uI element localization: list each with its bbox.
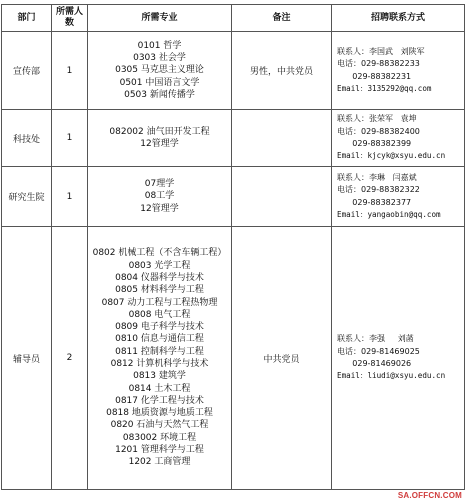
major-item: 0305 马克思主义理论 [115, 65, 204, 76]
contact-phone: 电话：029-88382233 [337, 59, 420, 69]
contact-email: Email：kjcyk@xsyu.edu.cn [337, 151, 446, 161]
recruitment-table [1, 4, 465, 490]
count-cell: 1 [52, 167, 88, 227]
major-cell [88, 227, 232, 490]
contact-email: Email：3135292@qq.com [337, 83, 432, 93]
contact-cell [332, 227, 465, 490]
contact-person: 联系人：张荣军 袁坤 [337, 114, 417, 124]
site-watermark: SA.OFFCN.COM [397, 491, 462, 500]
contact-person: 联系人：李琳 闫嘉斌 [337, 172, 417, 182]
note-cell: 中共党员 [232, 227, 332, 490]
major-item: 083002 环境工程 [122, 432, 197, 443]
contact-phone: 电话：029-88382322 [337, 185, 420, 195]
major-item: 0101 哲学 [137, 40, 182, 51]
major-item: 08工学 [144, 191, 175, 202]
major-item: 0814 土木工程 [128, 383, 191, 394]
dept-cell: 宣传部 [2, 32, 52, 110]
count-cell: 2 [52, 227, 88, 490]
dept-cell: 研究生院 [2, 167, 52, 227]
contact-email: Email：yangaobin@qq.com [337, 209, 441, 219]
contact-phone: 029-88382399 [337, 139, 412, 148]
major-item: 0820 石油与天然气工程 [110, 420, 209, 431]
major-item: 0813 建筑学 [133, 371, 186, 382]
major-item: 0803 光学工程 [128, 260, 191, 271]
dept-cell: 科技处 [2, 110, 52, 167]
major-cell [88, 110, 232, 167]
major-item: 0809 电子科学与技术 [115, 322, 204, 333]
major-item: 0804 仪器科学与技术 [115, 272, 204, 283]
major-item: 12管理学 [140, 139, 179, 149]
major-item: 1202 工商管理 [128, 457, 191, 468]
major-cell [88, 167, 232, 227]
major-item: 0503 新闻传播学 [124, 89, 195, 100]
table-row [2, 167, 465, 227]
major-item: 0807 动力工程与工程热物理 [101, 297, 218, 308]
major-item: 082002 油气田开发工程 [109, 126, 210, 137]
contact-cell [332, 32, 465, 110]
contact-phone: 029-88382377 [337, 197, 412, 207]
count-cell: 1 [52, 110, 88, 167]
major-item: 0811 控制科学与工程 [115, 346, 204, 357]
table-row [2, 227, 465, 490]
contact-person: 联系人：李强 刘菡 [337, 334, 414, 344]
note-cell: 男性，中共党员 [232, 32, 332, 110]
major-item: 0501 中国语言文学 [119, 77, 200, 88]
major-item: 0812 计算机科学与技术 [110, 359, 209, 369]
table-row [2, 110, 465, 167]
major-item: 0303 社会学 [133, 53, 186, 64]
contact-phone: 电话：029-81469025 [337, 346, 420, 356]
major-item: 0818 地质资源与地质工程 [106, 408, 213, 419]
major-item: 07理学 [144, 179, 175, 190]
count-cell: 1 [52, 32, 88, 110]
header-major: 所需专业 [88, 5, 232, 32]
contact-phone: 电话：029-88382400 [337, 126, 420, 136]
table-row [2, 32, 465, 110]
header-note: 备注 [232, 5, 332, 32]
contact-cell [332, 167, 465, 227]
header-dept: 部门 [2, 5, 52, 32]
note-cell [232, 110, 332, 167]
contact-email: Email：liudi@xsyu.edu.cn [337, 371, 446, 381]
major-item: 0802 机械工程（不含车辆工程） [92, 248, 227, 259]
major-item: 0805 材料科学与工程 [115, 285, 204, 296]
contact-cell [332, 110, 465, 167]
note-cell [232, 167, 332, 227]
dept-cell: 辅导员 [2, 227, 52, 490]
major-item: 12管理学 [140, 203, 179, 214]
header-count: 所需人数 [52, 5, 88, 32]
contact-phone: 029-81469026 [337, 359, 412, 368]
major-item: 0817 化学工程与技术 [115, 395, 204, 406]
major-item: 0808 电气工程 [128, 309, 191, 320]
major-item: 0810 信息与通信工程 [115, 334, 204, 345]
major-item: 1201 管理科学与工程 [115, 445, 204, 456]
contact-phone: 029-88382231 [337, 71, 412, 81]
contact-person: 联系人：李国武 刘陕军 [337, 46, 425, 56]
major-cell [88, 32, 232, 110]
table-header-row [2, 5, 465, 32]
header-contact: 招聘联系方式 [332, 5, 465, 32]
